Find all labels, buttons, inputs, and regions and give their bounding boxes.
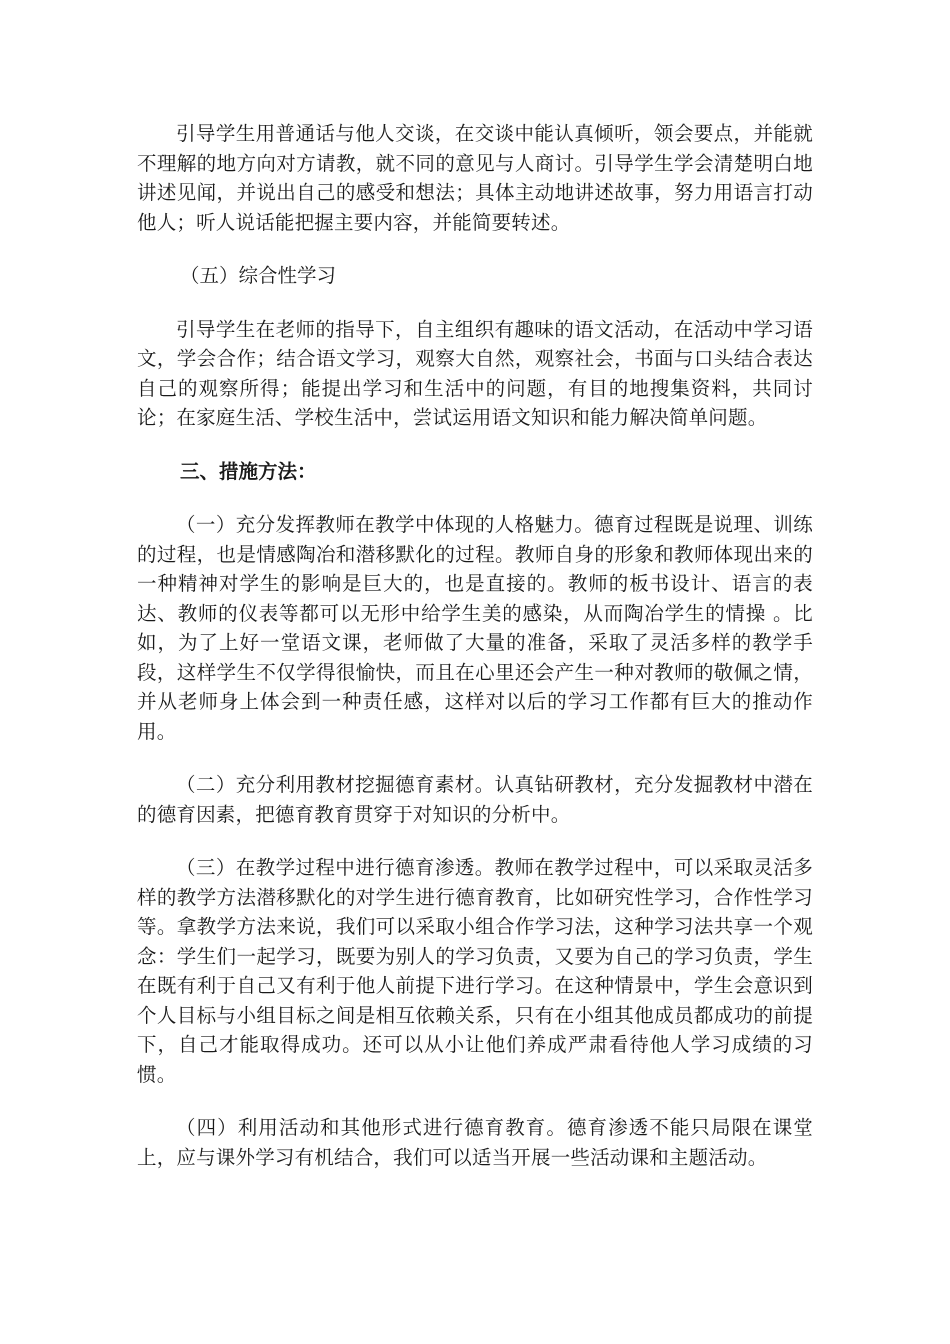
paragraph-measure-2: （二）充分利用教材挖掘德育素材。认真钻研教材，充分发掘教材中潜在的德育因素，把德育教育贯穿于对知识的分析中。 bbox=[137, 773, 813, 826]
heading-measures: 三、措施方法： bbox=[180, 459, 317, 483]
paragraph-speaking: 引导学生用普通话与他人交谈，在交谈中能认真倾听，领会要点，并能就不理解的地方向对方请教，就不同的意见与人商讨。引导学生学会清楚明白地讲述见闻，并说出自己的感受和想法；具体主动地讲述故事，努力用语言打动他人；听人说话能把握主要内容，并能简要转述。 bbox=[137, 122, 813, 234]
paragraph-measure-1: （一）充分发挥教师在教学中体现的人格魅力。德育过程既是说理、训练的过程，也是情感陶冶和潜移默化的过程。教师自身的形象和教师体现出来的一种精神对学生的影响是巨大的，也是直接的。教师的板书设计、语言的表达、教师的仪表等都可以无形中给学生美的感染，从而陶冶学生的情操 。比如，为了上好一堂语文课，老师做了大量的准备，采取了灵活多样的教学手段，这样学生不仅学得很愉快，而且在心里还会产生一种对教师的敬佩之情，并从老师身上体会到一种责任感，这样对以后的学习工作都有巨大的推动作用。 bbox=[137, 513, 813, 743]
paragraph-measure-4: （四）利用活动和其他形式进行德育教育。德育渗透不能只局限在课堂上，应与课外学习有机结合，我们可以适当开展一些活动课和主题活动。 bbox=[137, 1116, 813, 1169]
heading-comprehensive-learning: （五）综合性学习 bbox=[180, 264, 337, 287]
paragraph-comprehensive-learning: 引导学生在老师的指导下，自主组织有趣味的语文活动，在活动中学习语文，学会合作；结合语文学习，观察大自然，观察社会，书面与口头结合表达自己的观察所得；能提出学习和生活中的问题，有目的地搜集资料，共同讨论；在家庭生活、学校生活中，尝试运用语文知识和能力解决简单问题。 bbox=[137, 317, 813, 429]
paragraph-measure-3: （三）在教学过程中进行德育渗透。教师在教学过程中，可以采取灵活多样的教学方法潜移默化的对学生进行德育教育，比如研究性学习，合作性学习等。拿教学方法来说，我们可以采取小组合作学习法，这种学习法共享一个观念：学生们一起学习，既要为别人的学习负责，又要为自己的学习负责，学生在既有利于自己又有利于他人前提下进行学习。在这种情景中，学生会意识到个人目标与小组目标之间是相互依赖关系，只有在小组其他成员都成功的前提下，自己才能取得成功。还可以从小让他们养成严肃看待他人学习成绩的习惯。 bbox=[137, 856, 813, 1086]
document-page bbox=[137, 119, 813, 1196]
